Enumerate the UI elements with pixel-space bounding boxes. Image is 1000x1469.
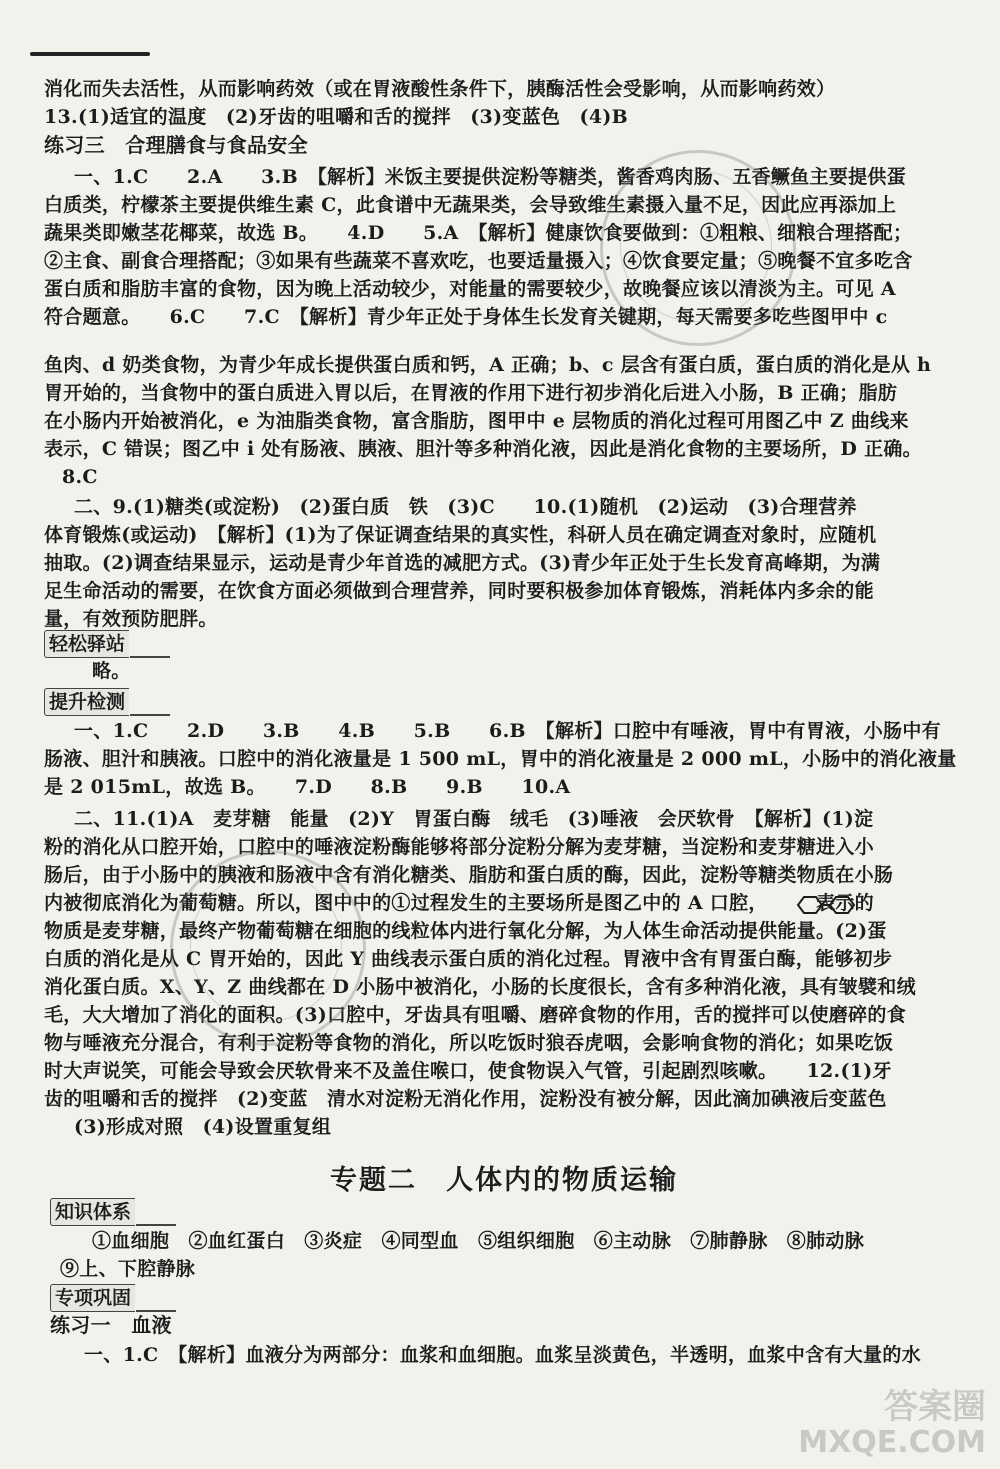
text-line: 体育锻炼(或运动) 【解析】(1)为了保证调查结果的真实性，科研人员在确定调查对象时，应随机	[44, 524, 877, 546]
text-line: 肠液、胆汁和胰液。口腔中的消化液量是 1 500 mL，胃中的消化液量是 2 000 mL，小肠中的消化液量	[44, 748, 957, 770]
text-line: 肠后，由于小肠中的胰液和肠液中含有消化糖类、脂肪和蛋白质的酶，因此，淀粉等糖类物质在小肠	[44, 864, 894, 886]
text-line: 白质的消化是从 C 胃开始的，因此 Y 曲线表示蛋白质的消化过程。胃液中含有胃蛋白酶，能够初步	[44, 948, 893, 970]
text-line: 物质是麦芽糖，最终产物葡萄糖在细胞的线粒体内进行氧化分解，为人体生命活动提供能量。(2)蛋	[44, 920, 887, 942]
label-underline	[130, 656, 170, 658]
text-line: ⑨上、下腔静脉	[60, 1258, 196, 1280]
watermark-stamp-ring	[190, 870, 342, 1022]
watermark-stamp-ring	[620, 170, 772, 322]
text-line: 表示，C 错误；图乙中 i 处有肠液、胰液、胆汁等多种消化液，因此是消化食物的主要场所，D 正确。	[44, 438, 922, 460]
text-line: ①血细胞 ②血红蛋白 ③炎症 ④同型血 ⑤组织细胞 ⑥主动脉 ⑦肺静脉 ⑧肺动脉	[92, 1230, 865, 1252]
text-line: 一、1.C 【解析】血液分为两部分：血浆和血细胞。血浆呈淡黄色，半透明，血浆中含有大量的水	[84, 1344, 921, 1366]
text-line: 8.C	[62, 466, 98, 488]
text-line: (3)形成对照 (4)设置重复组	[74, 1116, 332, 1138]
text-line: 蔬果类即嫩茎花椰菜，故选 B。 4.D 5.A 【解析】健康饮食要做到：①粗粮、细粮合理搭配；	[44, 222, 913, 244]
text-line: 物与唾液充分混合，有利于淀粉等食物的消化，所以吃饭时狼吞虎咽，会影响食物的消化；如果吃饭	[44, 1032, 894, 1054]
text-line: 二、9.(1)糖类(或淀粉) (2)蛋白质 铁 (3)C 10.(1)随机 (2)运动 (3)合理营养	[74, 496, 857, 518]
text-line: 内被彻底消化为葡萄糖。所以，图中中的①过程发生的主要场所是图乙中的 A 口腔， 表示的	[44, 892, 874, 914]
text-line: 量，有效预防肥胖。	[44, 608, 218, 630]
topic-title: 专题二 人体内的物质运输	[330, 1165, 678, 1196]
text-line: 胃开始的，当食物中的蛋白质进入胃以后，在胃液的作用下进行初步消化后进入小肠，B 正确；脂肪	[44, 382, 898, 404]
text-line: 毛，大大增加了消化的面积。(3)口腔中，牙齿具有咀嚼、磨碎食物的作用，舌的搅拌可以使磨碎的食	[44, 1004, 907, 1026]
label-underline	[136, 1224, 176, 1226]
text-line: 抽取。(2)调查结果显示，运动是青少年首选的减肥方式。(3)青少年正处于生长发育高峰期，为满	[44, 552, 881, 574]
text-line: 足生命活动的需要，在饮食方面必须做到合理营养，同时要积极参加体育锻炼，消耗体内多余的能	[44, 580, 874, 602]
section-label-zhishi: 知识体系	[50, 1198, 135, 1226]
text-line: 鱼肉、d 奶类食物，为青少年成长提供蛋白质和钙，A 正确；b、c 层含有蛋白质，蛋白质的消化是从 h	[44, 354, 932, 376]
label-underline	[130, 714, 170, 716]
text-line: 一、1.C 2.A 3.B 【解析】米饭主要提供淀粉等糖类，酱香鸡肉肠、五香鳜鱼主要提供蛋	[74, 166, 907, 188]
section-heading: 练习三 合理膳食与食品安全	[44, 133, 308, 157]
section-label-tisheng: 提升检测	[44, 688, 129, 716]
section-heading: 练习一 血液	[50, 1313, 172, 1337]
text-line: 13.(1)适宜的温度 (2)牙齿的咀嚼和舌的搅拌 (3)变蓝色 (4)B	[44, 106, 629, 128]
site-watermark	[798, 1389, 986, 1461]
text-line: 蛋白质和脂肪丰富的食物，因为晚上活动较少，对能量的需要较少，故晚餐应该以清淡为主。可见 A	[44, 278, 896, 300]
text-line: 时大声说笑，可能会导致会厌软骨来不及盖住喉口，使食物误入气管，引起剧烈咳嗽。 12.(1)牙	[44, 1060, 892, 1082]
text-line: 消化而失去活性，从而影响药效（或在胃液酸性条件下，胰酶活性会受影响，从而影响药效）	[44, 78, 836, 100]
text-line: ②主食、副食合理搭配；③如果有些蔬菜不喜欢吃，也要适量摄入；④饮食要定量；⑤晚餐不宜多吃含	[44, 250, 913, 272]
text-line: 是 2 015mL，故选 B。 7.D 8.B 9.B 10.A	[44, 776, 571, 798]
text-line: 消化蛋白质。X、Y、Z 曲线都在 D 小肠中被消化，小肠的长度很长，含有多种消化液，具有皱襞和绒	[44, 976, 916, 998]
watermark-url: MXQE.COM	[798, 1425, 986, 1460]
text-line: 齿的咀嚼和舌的搅拌 (2)变蓝 清水对淀粉无消化作用，淀粉没有被分解，因此滴加碘液后变蓝色	[44, 1088, 887, 1110]
maltose-hexagon-icon	[796, 894, 856, 916]
text-line: 在小肠内开始被消化，e 为油脂类食物，富含脂肪，图甲中 e 层物质的消化过程可用图乙中 Z 曲线来	[44, 410, 909, 432]
text-line: 二、11.(1)A 麦芽糖 能量 (2)Y 胃蛋白酶 绒毛 (3)唾液 会厌软骨 【解析】(1)淀	[74, 808, 874, 830]
text-line: 一、1.C 2.D 3.B 4.B 5.B 6.B 【解析】口腔中有唾液，胃中有胃液，小肠中有	[74, 720, 941, 742]
watermark-logo-text: 答案圈	[884, 1387, 986, 1427]
top-rule	[30, 52, 150, 56]
section-label-zhuanxiang: 专项巩固	[50, 1284, 135, 1312]
text-line: 粉的消化从口腔开始，口腔中的唾液淀粉酶能够将部分淀粉分解为麦芽糖，当淀粉和麦芽糖进入小	[44, 836, 874, 858]
text-line: 略。	[92, 660, 131, 682]
section-label-qingsong: 轻松驿站	[44, 630, 129, 658]
text-line: 符合题意。 6.C 7.C 【解析】青少年正处于身体生长发育关键期，每天需要多吃些图甲中 c	[44, 306, 888, 328]
text-line: 白质类，柠檬茶主要提供维生素 C，此食谱中无蔬果类，会导致维生素摄入量不足，因此应再添加上	[44, 194, 897, 216]
